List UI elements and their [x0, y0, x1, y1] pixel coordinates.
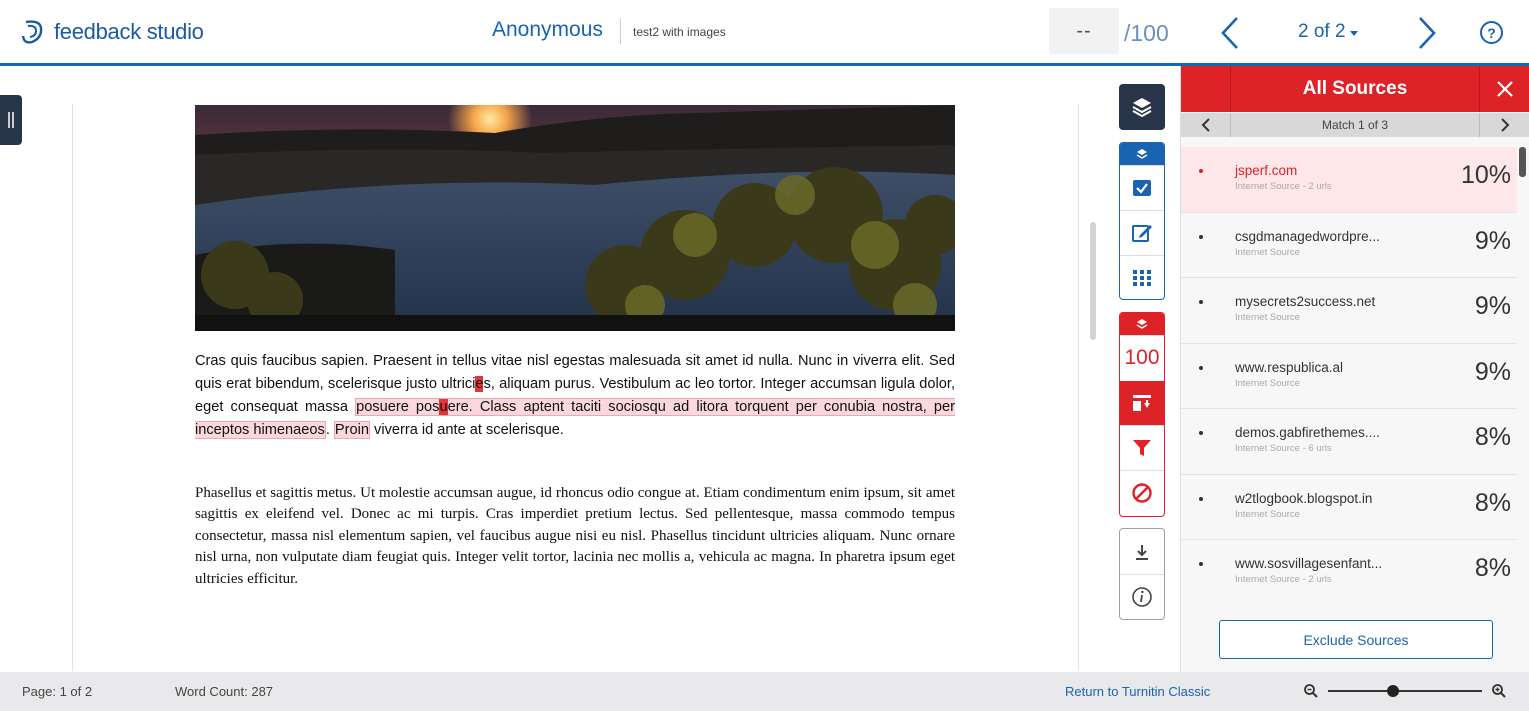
return-to-classic-link[interactable]: Return to Turnitin Classic [1065, 684, 1211, 699]
source-percent: 9% [1474, 357, 1511, 386]
status-footer [0, 672, 1529, 711]
quickmarks-button[interactable] [1120, 165, 1164, 210]
similarity-tools-group [1119, 312, 1165, 517]
all-sources-panel [1180, 66, 1529, 672]
layers-small-icon [1136, 318, 1148, 330]
logo-text: feedback studio [54, 19, 204, 44]
edit-icon [1130, 221, 1154, 245]
source-name: w2tlogbook.blogspot.in [1235, 490, 1373, 506]
previous-match-button[interactable] [1181, 113, 1231, 137]
source-percent: 10% [1460, 161, 1511, 189]
grading-tools-group [1119, 142, 1165, 300]
grip-icon [8, 112, 14, 128]
grade-max: /100 [1124, 20, 1169, 46]
similarity-score: 100 [1124, 346, 1160, 369]
exclude-sources-button[interactable]: Exclude Sources [1219, 620, 1493, 659]
layers-small-icon [1136, 148, 1148, 160]
page-indicator: Page: 1 of 2 [22, 684, 93, 699]
source-item[interactable] [1181, 344, 1517, 410]
sources-list-icon [1130, 391, 1154, 415]
submission-info-button[interactable] [1120, 574, 1164, 619]
block-icon [1131, 482, 1153, 504]
source-name: jsperf.com [1235, 163, 1298, 178]
match-marker[interactable]: e [475, 376, 484, 392]
paper-selector-label: 2 of 2 [1298, 21, 1346, 42]
match-navigator [1181, 113, 1529, 137]
bullet [1199, 169, 1203, 173]
checkbox-icon [1131, 177, 1153, 199]
source-type: Internet Source - 2 urls [1235, 181, 1332, 192]
zoom-slider-track[interactable] [1328, 690, 1482, 692]
document-scrollbar[interactable] [1090, 222, 1096, 340]
panel-header [1181, 66, 1529, 112]
source-name: www.respublica.al [1235, 359, 1344, 375]
grade-input[interactable]: -- [1049, 8, 1119, 54]
bullet [1199, 562, 1203, 566]
source-percent: 9% [1474, 226, 1511, 255]
source-name: csgdmanagedwordpre... [1235, 228, 1380, 244]
source-type: Internet Source [1235, 377, 1300, 389]
source-type: Internet Source - 2 urls [1235, 574, 1332, 585]
excluded-sources-button[interactable] [1120, 470, 1164, 515]
panel-header-left [1181, 66, 1231, 112]
info-icon [1131, 586, 1153, 608]
source-item[interactable] [1181, 475, 1517, 541]
source-item[interactable] [1181, 540, 1517, 606]
next-paper-chevron-right-icon[interactable] [1408, 14, 1444, 52]
page-left-edge [72, 104, 73, 671]
similarity-layer-header[interactable] [1120, 313, 1164, 335]
panel-title: All Sources [1302, 78, 1408, 99]
source-percent: 8% [1474, 423, 1511, 451]
similarity-highlight-1[interactable]: posuere posuere. Class aptent taciti sociosqu ad litora torquent per conubia nostra, per inceptos himenaeos [195, 399, 955, 438]
help-icon[interactable]: ? [1480, 21, 1503, 44]
source-list [1181, 147, 1517, 606]
bullet [1199, 300, 1203, 304]
filters-button[interactable] [1120, 425, 1164, 470]
grading-layer-header[interactable] [1120, 143, 1164, 165]
logo-icon [20, 18, 46, 46]
paper-selector-dropdown[interactable] [1298, 21, 1358, 43]
similarity-score-button[interactable] [1120, 335, 1164, 380]
source-name: mysecrets2success.net [1235, 294, 1376, 309]
source-item[interactable] [1181, 278, 1517, 344]
page-right-edge [1078, 104, 1079, 671]
bullet [1199, 235, 1203, 239]
source-item[interactable] [1181, 409, 1517, 475]
layers-button[interactable] [1119, 84, 1165, 130]
feedback-summary-button[interactable] [1120, 210, 1164, 255]
close-icon [1496, 80, 1514, 98]
document-image-sunset-lake [195, 105, 955, 331]
feedback-studio-logo [20, 18, 204, 46]
zoom-slider-handle[interactable] [1387, 685, 1399, 697]
paragraph-1: Cras quis faucibus sapien. Praesent in tellus vitae nisl egestas malesuada sit amet id nulla. Nunc in viverra elit. Sed quis erat bibendum, scelerisque justo ultricies, aliquam purus. Vestibulum ac leo tortor. Integer accumsan ligula dolor, eget consequat massa posuere posuere. Class aptent taciti sociosqu ad litora torquent per conubia nostra, per inceptos himenaeos. Proin viverra id ante at scelerisque. [195, 353, 955, 438]
all-sources-button[interactable] [1120, 380, 1164, 425]
source-type: Internet Source [1235, 312, 1300, 323]
word-count: Word Count: 287 [175, 684, 274, 699]
caret-down-icon [1350, 31, 1358, 36]
zoom-out-icon[interactable] [1303, 683, 1319, 699]
source-type: Internet Source [1235, 246, 1300, 258]
rubric-button[interactable] [1120, 255, 1164, 300]
source-name: demos.gabfirethemes.... [1235, 425, 1380, 440]
source-percent: 9% [1474, 292, 1511, 320]
previous-paper-chevron-left-icon[interactable] [1213, 14, 1249, 52]
side-panel-toggle[interactable] [0, 95, 22, 145]
utility-tools-group [1119, 528, 1165, 620]
match-counter: Match 1 of 3 [1321, 118, 1389, 132]
student-name: Anonymous [492, 18, 603, 41]
source-type: Internet Source [1235, 508, 1300, 520]
bullet [1199, 431, 1203, 435]
source-percent: 8% [1474, 554, 1511, 582]
chevron-right-icon [1499, 118, 1511, 132]
layers-icon [1131, 96, 1153, 118]
bullet [1199, 497, 1203, 501]
source-list-scrollbar[interactable] [1519, 147, 1526, 177]
similarity-highlight-2[interactable]: Proin [334, 422, 369, 438]
filter-icon [1131, 437, 1153, 459]
source-item[interactable] [1181, 147, 1517, 213]
paper-title: test2 with images [633, 25, 726, 39]
source-type: Internet Source - 6 urls [1235, 443, 1332, 454]
bullet [1199, 366, 1203, 370]
chevron-left-icon [1200, 118, 1212, 132]
source-percent: 8% [1474, 488, 1511, 517]
download-icon [1132, 542, 1152, 562]
source-name: www.sosvillagesenfant... [1235, 556, 1383, 571]
download-button[interactable] [1120, 529, 1164, 574]
paragraph-2: Phasellus et sagittis metus. Ut molestie accumsan augue, id rhoncus odio congue at. Etiam condimentum enim ipsum, sit amet sagittis ex eleifend vel. Donec ac mi turpis. Cras imperdiet pretium lectus. Sed pellentesque, massa commodo tempus consectetur, massa nisl elementum sapien, vel faucibus augue nisi eu nisl. Phasellus tincidunt ultricies aliquam. Nunc ornare nisl urna, non vulputate diam feugiat quis. Integer velit tortor, lacinia nec mollis a, vehicula ac magna. In pharetra ipsum eget ultricies efficitur. [195, 485, 955, 587]
next-match-button[interactable] [1479, 113, 1529, 137]
header-divider [620, 18, 621, 44]
zoom-in-icon[interactable] [1491, 683, 1507, 699]
close-panel-button[interactable] [1479, 66, 1529, 112]
top-header [0, 0, 1529, 66]
source-item[interactable] [1181, 213, 1517, 279]
grid-icon [1131, 267, 1153, 289]
